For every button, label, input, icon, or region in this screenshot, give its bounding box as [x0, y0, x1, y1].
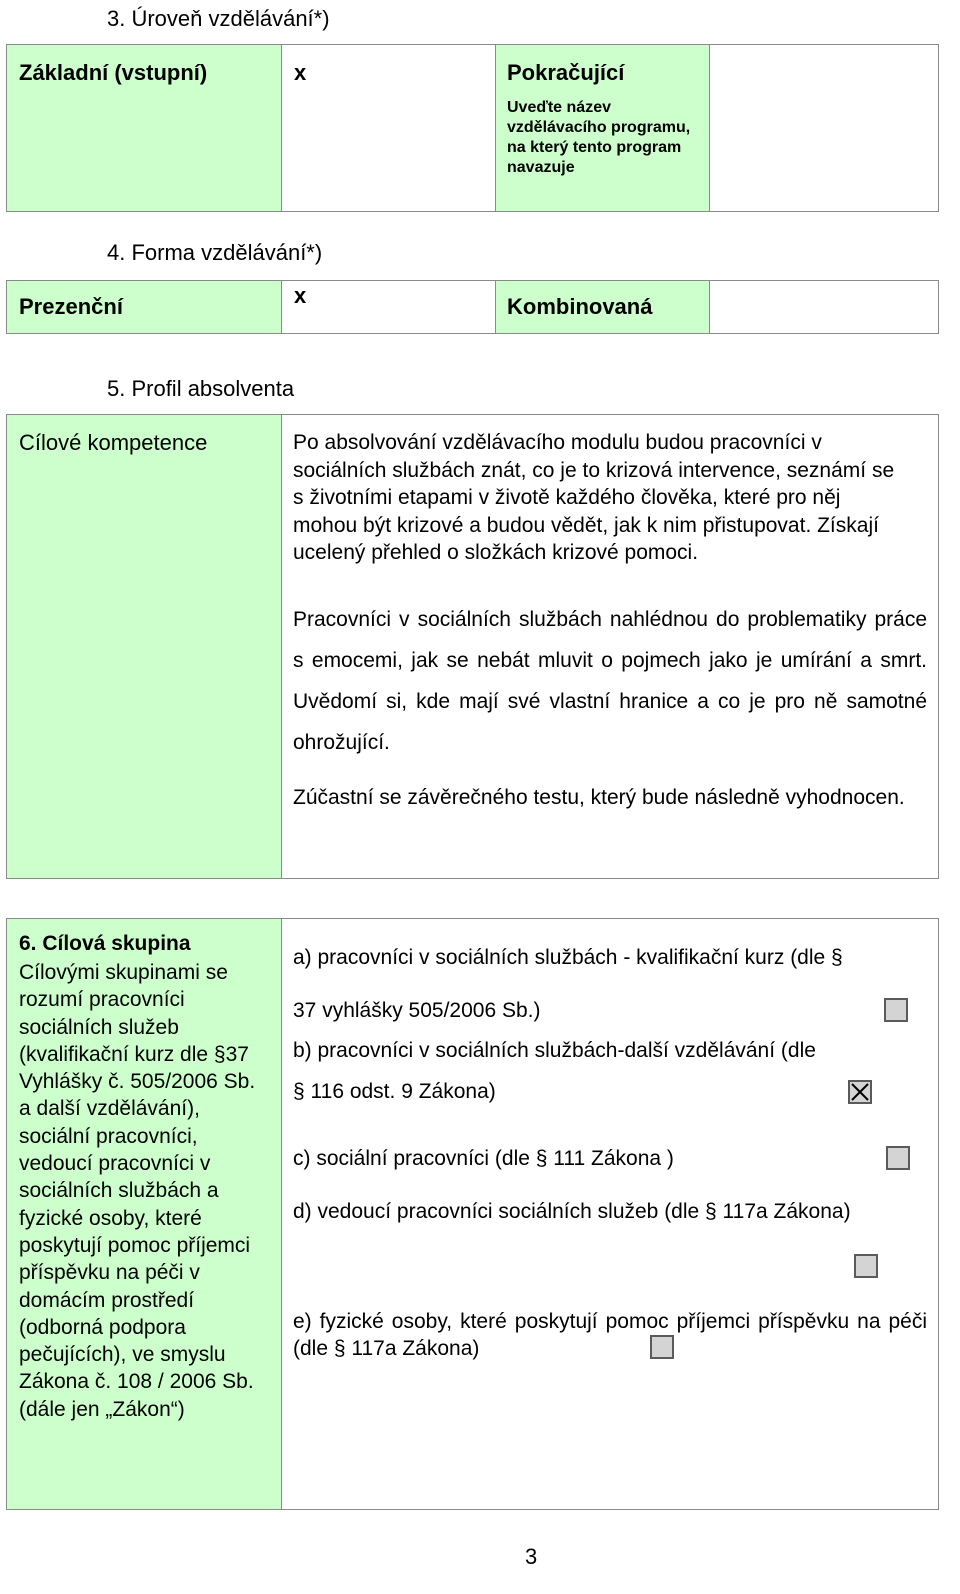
section5-heading: 5. Profil absolventa — [107, 376, 295, 401]
pokracujici-label: Pokračující — [507, 60, 625, 85]
zakladni-cell — [6, 44, 282, 212]
cilova-skupina-cell — [6, 918, 282, 1510]
prezencni-mark: x — [294, 283, 307, 308]
kombinovana-mark-cell[interactable] — [709, 280, 939, 334]
option-b-line2: § 116 odst. 9 Zákona) — [293, 1080, 496, 1103]
option-e-checkbox[interactable] — [650, 1335, 674, 1359]
page-number: 3 — [525, 1544, 538, 1569]
option-b-line1: b) pracovníci v sociálních službách-další vzdělávání (dle — [293, 1039, 816, 1062]
cilove-kompetence-cell — [6, 414, 282, 879]
section4-heading: 4. Forma vzdělávání*) — [107, 240, 323, 265]
checkbox-cross-icon — [850, 1082, 870, 1102]
prezencni-cell — [6, 280, 282, 334]
option-d-checkbox[interactable] — [854, 1254, 878, 1278]
zakladni-label: Základní (vstupní) — [19, 60, 208, 85]
section3-heading: 3. Úroveň vzdělávání*) — [107, 6, 330, 31]
option-c-text: c) sociální pracovníci (dle § 111 Zákona ) — [293, 1147, 674, 1170]
profil-text-cell — [281, 414, 939, 879]
pokracujici-cell — [495, 44, 710, 212]
option-e-text: e) fyzické osoby, které poskytují pomoc příjemci příspěvku na péči (dle § 117a Zákona) — [293, 1310, 927, 1360]
profil-paragraph-3: Zúčastní se závěrečného testu, který bude následně vyhodnocen. — [293, 786, 905, 809]
zakladni-mark: x — [294, 60, 307, 85]
cilova-skupina-description: Cílovými skupinami se rozumí pracovníci sociálních služeb (kvalifikační kurz dle §37 Vyhlášky č. 505/2006 Sb. a další vzdělávání), sociální pracovníci, vedoucí pracovníci v sociálních službách a fyzické osoby, které poskytují pomoc příjemci příspěvku na péči v domácím prostředí (odborná podpora pečujících), ve smyslu Zákona č. 108 / 2006 Sb. (dále jen „Zákon“) — [19, 961, 256, 1421]
option-d-text: d) vedoucí pracovníci sociálních služeb (dle § 117a Zákona) — [293, 1200, 851, 1223]
option-b-checkbox[interactable] — [848, 1080, 872, 1104]
pokracujici-input-cell[interactable] — [709, 44, 939, 212]
cilova-skupina-options-cell — [281, 918, 939, 1510]
prezencni-mark-cell[interactable] — [281, 280, 496, 334]
option-a-line1: a) pracovníci v sociálních službách - kvalifikační kurz (dle § — [293, 946, 843, 969]
profil-paragraph-2: Pracovníci v sociálních službách nahlédnou do problematiky práce s emocemi, jak se nebát mluvit o pojmech jako je umírání a smrt. Uvědomí si, kde mají své vlastní hranice a co je pro ně samotné ohrožující. — [293, 608, 927, 754]
cilova-skupina-heading: 6. Cílová skupina — [19, 932, 191, 955]
zakladni-mark-cell[interactable] — [281, 44, 496, 212]
option-a-checkbox[interactable] — [884, 998, 908, 1022]
option-a-line2: 37 vyhlášky 505/2006 Sb.) — [293, 999, 541, 1022]
cilove-kompetence-label: Cílové kompetence — [19, 430, 208, 455]
prezencni-label: Prezenční — [19, 294, 123, 319]
kombinovana-label: Kombinovaná — [507, 294, 653, 319]
kombinovana-cell — [495, 280, 710, 334]
pokracujici-note: Uveďte název vzdělávacího programu, na který tento program navazuje — [507, 99, 691, 176]
option-c-checkbox[interactable] — [886, 1146, 910, 1170]
profil-paragraph-1: Po absolvování vzdělávacího modulu budou pracovníci v sociálních službách znát, co je to krizová intervence, seznámí se s životními etapami v životě každého člověka, které pro něj mohou být krizové a budou vědět, jak k nim přistupovat. Získají ucelený přehled o složkách krizové pomoci. — [293, 431, 895, 564]
